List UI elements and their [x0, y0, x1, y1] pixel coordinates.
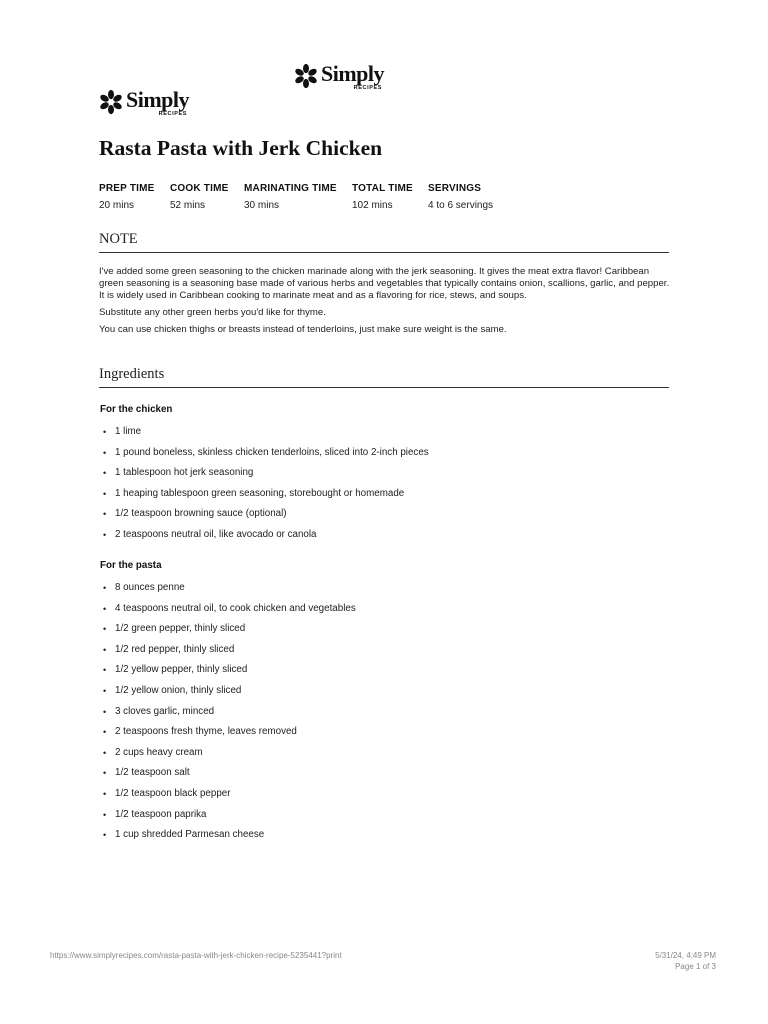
brand-sub: RECIPES	[353, 85, 383, 91]
meta-servings	[428, 183, 493, 212]
simply-flower-icon	[98, 89, 124, 115]
ingredient-text: 1 cup shredded Parmesan cheese	[115, 829, 265, 841]
ingredient-list-chicken	[103, 426, 663, 550]
meta-value: 4 to 6 servings	[428, 200, 494, 211]
ingredient-item	[103, 767, 663, 788]
print-datetime: 5/31/24, 4:49 PM	[655, 951, 716, 960]
meta-total-time	[352, 183, 413, 212]
ingredient-text: 4 teaspoons neutral oil, to cook chicken and vegetables	[115, 602, 356, 614]
print-info	[655, 951, 716, 972]
bullet-icon: •	[103, 583, 107, 593]
meta-value: 52 mins	[170, 200, 206, 211]
ingredient-item	[103, 664, 663, 685]
ingredient-item	[103, 447, 663, 468]
header-logo	[293, 63, 384, 92]
meta-label: MARINATING TIME	[244, 183, 337, 194]
ingredient-item	[103, 788, 663, 809]
note-heading: NOTE	[99, 231, 669, 253]
page-number: Page 1 of 3	[675, 961, 716, 971]
bullet-icon: •	[103, 768, 107, 779]
ingredient-item	[103, 467, 663, 488]
ingredient-text: 8 ounces penne	[115, 582, 185, 593]
bullet-icon: •	[103, 624, 107, 635]
ingredient-item	[103, 685, 663, 706]
ingredient-group-title: For the chicken	[100, 404, 173, 415]
bullet-icon: •	[103, 529, 107, 540]
ingredient-item	[103, 603, 663, 624]
ingredient-text: 1/2 teaspoon black pepper	[115, 787, 231, 799]
meta-cook-time	[170, 183, 228, 212]
bullet-icon: •	[103, 603, 107, 614]
recipe-title: Rasta Pasta with Jerk Chicken	[99, 136, 383, 160]
ingredient-text: 1 heaping tablespoon green seasoning, storebought or homemade	[115, 487, 405, 499]
ingredient-item	[103, 809, 663, 830]
bullet-icon: •	[103, 665, 107, 676]
ingredient-text: 1 pound boneless, skinless chicken tenderloins, sliced into 2-inch pieces	[115, 446, 429, 458]
note-paragraph: I've added some green seasoning to the chicken marinade along with the jerk seasoning. It gives the meat extra flavor! Caribbean green seasoning is a seasoning base made of various herbs and vegetables that typically contains onion, scallions, garlic, and pepper. It is widely used in Caribbean cooking to marinate meat and as a flavoring for rice, stews, and soups.	[99, 266, 670, 302]
meta-label: TOTAL TIME	[352, 183, 413, 194]
ingredient-text: 1/2 teaspoon paprika	[115, 808, 207, 820]
ingredient-group-title: For the pasta	[100, 560, 162, 571]
simply-flower-icon	[293, 63, 319, 89]
recipe-meta	[99, 183, 679, 223]
ingredient-item	[103, 706, 663, 727]
meta-prep-time	[99, 183, 155, 212]
note-body	[99, 266, 674, 341]
bullet-icon: •	[103, 447, 107, 458]
ingredient-item	[103, 623, 663, 644]
ingredient-text: 3 cloves garlic, minced	[115, 705, 215, 717]
brand-sub: RECIPES	[158, 111, 188, 117]
meta-label: SERVINGS	[428, 183, 482, 194]
ingredient-item	[103, 726, 663, 747]
bullet-icon: •	[103, 830, 107, 841]
ingredients-heading: Ingredients	[99, 366, 669, 388]
ingredient-list-pasta	[103, 582, 663, 850]
bullet-icon: •	[103, 685, 107, 696]
meta-marinating-time	[244, 183, 337, 212]
bullet-icon: •	[103, 788, 107, 799]
brand-name: Simply	[126, 87, 190, 112]
ingredient-item	[103, 426, 663, 447]
meta-value: 30 mins	[244, 200, 280, 211]
ingredient-item	[103, 644, 663, 665]
ingredient-item	[103, 829, 663, 850]
ingredient-item	[103, 582, 663, 603]
ingredient-text: 1/2 yellow onion, thinly sliced	[115, 684, 242, 696]
ingredient-text: 2 cups heavy cream	[115, 746, 203, 758]
brand-logo	[98, 89, 189, 118]
bullet-icon: •	[103, 509, 107, 520]
bullet-icon: •	[103, 427, 107, 437]
ingredient-text: 1/2 yellow pepper, thinly sliced	[115, 664, 248, 676]
print-url: https://www.simplyrecipes.com/rasta-pasta-with-jerk-chicken-recipe-5235441?print	[50, 951, 342, 960]
meta-label: PREP TIME	[99, 183, 155, 194]
note-paragraph: You can use chicken thighs or breasts instead of tenderloins, just make sure weight is the same.	[99, 323, 507, 335]
ingredient-text: 1/2 teaspoon salt	[115, 767, 190, 779]
brand-name: Simply	[321, 61, 385, 86]
bullet-icon: •	[103, 488, 107, 499]
meta-value: 20 mins	[99, 200, 135, 211]
ingredient-text: 1/2 teaspoon browning sauce (optional)	[115, 508, 287, 520]
meta-value: 102 mins	[352, 200, 393, 211]
meta-label: COOK TIME	[170, 183, 229, 194]
bullet-icon: •	[103, 747, 107, 758]
bullet-icon: •	[103, 809, 107, 820]
ingredient-text: 1 lime	[115, 426, 142, 437]
ingredient-text: 1 tablespoon hot jerk seasoning	[115, 467, 254, 479]
bullet-icon: •	[103, 644, 107, 655]
ingredient-item	[103, 488, 663, 509]
note-paragraph: Substitute any other green herbs you'd like for thyme.	[99, 307, 326, 319]
ingredient-text: 1/2 green pepper, thinly sliced	[115, 623, 246, 635]
ingredient-text: 2 teaspoons fresh thyme, leaves removed	[115, 726, 297, 738]
ingredient-item	[103, 747, 663, 768]
ingredient-text: 1/2 red pepper, thinly sliced	[115, 643, 235, 655]
ingredient-item	[103, 529, 663, 550]
ingredient-item	[103, 508, 663, 529]
bullet-icon: •	[103, 468, 107, 479]
bullet-icon: •	[103, 706, 107, 717]
ingredient-text: 2 teaspoons neutral oil, like avocado or canola	[115, 528, 317, 540]
bullet-icon: •	[103, 727, 107, 738]
